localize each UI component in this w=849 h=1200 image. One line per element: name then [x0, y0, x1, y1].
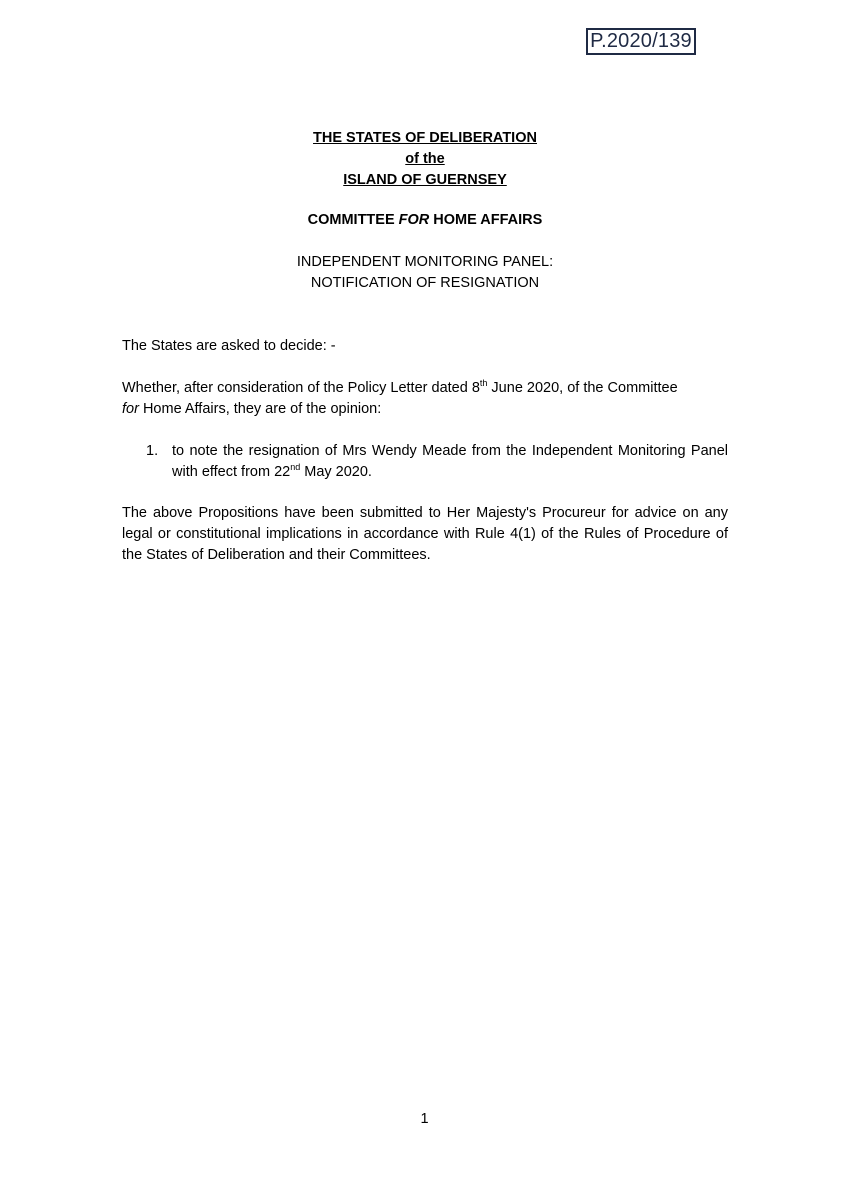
title-line-1: THE STATES OF DELIBERATION — [313, 130, 537, 146]
reference-stamp — [586, 28, 696, 55]
proposition-text-1: to note the resignation of Mrs Wendy Meade from the Independent Monitoring Panel with effect from 22 — [172, 443, 728, 480]
intro-paragraph: The States are asked to decide: - — [122, 338, 336, 354]
title-line-2: of the — [405, 151, 445, 167]
whether-italic: for — [122, 401, 139, 417]
subject-line-1: INDEPENDENT MONITORING PANEL: — [296, 254, 554, 270]
proposition-item — [146, 441, 728, 483]
subject-line-2: NOTIFICATION OF RESIGNATION — [310, 275, 540, 291]
whether-text-1: Whether, after consideration of the Policy Letter dated 8 — [122, 380, 480, 396]
whether-text-2: June 2020, of the Committee — [487, 380, 678, 396]
reference-number: P.2020/139 — [590, 30, 692, 52]
committee-italic: FOR — [398, 212, 430, 228]
page-number: 1 — [420, 1111, 429, 1127]
subject-heading — [122, 252, 728, 294]
whether-text-3: Home Affairs, they are of the opinion: — [138, 401, 382, 417]
whether-paragraph — [122, 378, 728, 420]
whether-superscript: th — [479, 378, 488, 389]
proposition-text-2: May 2020. — [300, 464, 372, 480]
proposition-text — [172, 441, 728, 483]
committee-prefix: COMMITTEE — [307, 212, 399, 228]
title-line-3: ISLAND OF GUERNSEY — [343, 172, 507, 188]
proposition-superscript: nd — [290, 462, 301, 473]
proposition-number: 1. — [146, 443, 159, 459]
committee-suffix: HOME AFFAIRS — [429, 212, 543, 228]
closing-paragraph: The above Propositions have been submitted to Her Majesty's Procureur for advice on any legal or constitutional implications in accordance with Rule 4(1) of the Rules of Procedure of the States of Deliberation and their Committees. — [122, 505, 728, 563]
document-title — [122, 128, 728, 191]
committee-heading — [122, 210, 728, 231]
